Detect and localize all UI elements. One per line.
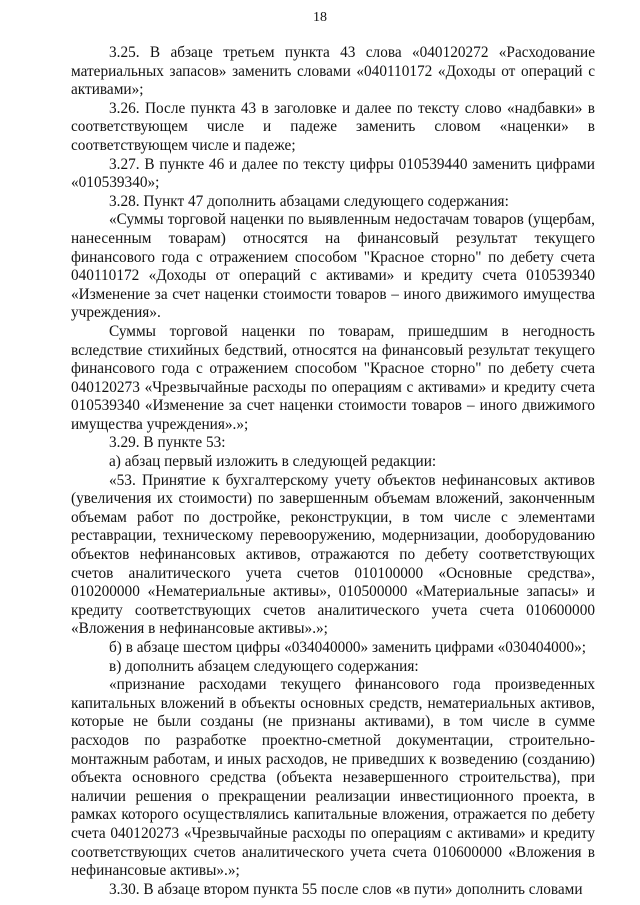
page-number: 18 <box>313 10 327 25</box>
paragraph-3-29: 3.29. В пункте 53: <box>109 434 226 452</box>
subparagraph-a: а) абзац первый изложить в следующей редакции: <box>109 453 437 471</box>
quoted-paragraph-disaster-markup: Суммы торговой наценки по товарам, пришедшим в негодность вследствие стихийных бедствий, относятся на финансовый результат текущего финансового года с отражением способом "Красное сторно" по дебету счета 040120273 «Чрезвычайные расходы по операциям с активами» и кредиту счета 010539340 «Изменение за счет наценки стоимости товаров – иного движимого имущества учреждения».»; <box>71 322 595 433</box>
subparagraph-v: в) дополнить абзацем следующего содержания: <box>109 657 419 675</box>
subparagraph-b: б) в абзаце шестом цифры «034040000» заменить цифрами «030404000»; <box>109 639 586 656</box>
paragraph-3-28: 3.28. Пункт 47 дополнить абзацами следующего содержания: <box>109 192 509 210</box>
paragraph-3-25: 3.25. В абзаце третьем пункта 43 слова «040120272 «Расходование материальных запасов» заменить словами «040110172 «Доходы от операций с активами»; <box>71 44 595 99</box>
document-body <box>71 44 595 899</box>
paragraph-3-30: 3.30. В абзаце втором пункта 55 после слов «в пути» дополнить словами <box>109 880 583 898</box>
quoted-paragraph-capital-investments: «признание расходами текущего финансового года произведенных капитальных вложений в объекты основных средств, нематериальных активов, которые не были созданы (не признаны активами), в том числе в сумме расходов по разработке проектно-сметной документации, строительно-монтажным работам, и иных расходов, не приведших к возведению (созданию) объекта основного средства (объекта незавершенного строительства), при наличии решения о прекращении реализации инвестиционного проекта, в рамках которого осуществлялись капитальные вложения, отражается по дебету счета 040120273 «Чрезвычайные расходы по операциям с активами» и кредиту соответствующих счетов аналитического учета счета 010600000 «Вложения в нефинансовые активы».»; <box>71 676 595 880</box>
quoted-paragraph-shortage-markup: «Суммы торговой наценки по выявленным недостачам товаров (ущербам, нанесенным товарам) относятся на финансовый результат текущего финансового года с отражением способом "Красное сторно" по дебету счета 040110172 «Доходы от операций с активами» и кредиту счета 010539340 «Изменение за счет наценки стоимости товаров – иного движимого имущества учреждения». <box>71 211 595 322</box>
paragraph-3-26: 3.26. После пункта 43 в заголовке и далее по тексту слово «надбавки» в соответствующем числе и падеже заменить словом «наценки» в соответствующем числе и падеже; <box>71 99 595 154</box>
quoted-paragraph-53: «53. Принятие к бухгалтерскому учету объектов нефинансовых активов (увеличения их стоимости) по завершенным объемам вложений, законченным объемам работ по достройке, реконструкции, в том числе с элементами реставрации, техническому перевооружению, модернизации, дооборудованию объектов нефинансовых активов, отражаются по дебету соответствующих счетов аналитического учета счетов 010100000 «Основные средства», 010200000 «Нематериальные активы», 010500000 «Материальные запасы» и кредиту соответствующих счетов аналитического учета счета 010600000 «Вложения в нефинансовые активы».»; <box>71 471 595 638</box>
paragraph-3-27: 3.27. В пункте 46 и далее по тексту цифры 010539440 заменить цифрами «010539340»; <box>71 155 595 192</box>
